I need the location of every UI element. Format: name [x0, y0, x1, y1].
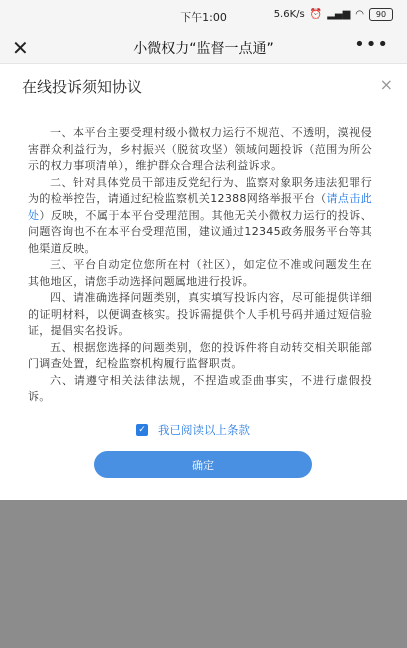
wifi-icon: ◠	[355, 9, 364, 20]
agreement-paragraph: 五、根据您选择的问题类别，您的投诉件将自动转交相关职能部门调查处置，纪检监察机构履行监督职责。	[28, 340, 372, 370]
status-icons	[274, 8, 393, 21]
agreement-paragraph: 二、针对具体党员干部违反党纪行为、监察对象职务违法犯罪行为的检举控告，请通过纪检监察机关12388网络举报平台（请点击此处）反映，不属于本平台受理范围。其他无关小微权力运行的投诉、问题咨询也不在本平台受理范围，建议通过12345政务服务平台等其他渠道反映。	[28, 175, 372, 255]
close-icon[interactable]: ✕	[12, 36, 29, 60]
agreement-paragraph: 四、请准确选择问题类别，真实填写投诉内容，尽可能提供详细的证明材料，以便调查核实。投诉需提供个人手机号码并通过短信验证，提倡实名投诉。	[28, 291, 372, 337]
page-title: 小微权力“监督一点通”	[133, 41, 274, 57]
status-bar	[0, 0, 407, 30]
agreement-content	[28, 125, 372, 406]
dialog-title: 在线投诉须知协议	[22, 78, 143, 96]
agreement-paragraph: 一、本平台主要受理村级小微权力运行不规范、不透明，漠视侵害群众利益行为，乡村振兴（脱贫攻坚）领域问题投诉（范围为所公示的权力事项清单），维护群众合理合法利益诉求。	[28, 126, 372, 172]
more-icon[interactable]: •••	[354, 34, 389, 55]
dialog-close-icon[interactable]: ×	[379, 75, 393, 94]
status-time: 下午1:00	[180, 11, 227, 24]
agreement-paragraph: 三、平台自动定位您所在村（社区），如定位不准或问题发生在其他地区，请您手动选择问题属地进行投诉。	[28, 258, 372, 288]
nav-bar	[0, 30, 407, 64]
signal-icon: ▂▄▆	[327, 9, 351, 20]
network-speed: 5.6K/s	[273, 9, 305, 20]
agree-checkbox-row[interactable]	[136, 422, 250, 438]
agreement-dialog	[0, 64, 407, 500]
agreement-paragraph: 六、请遵守相关法律法规，不捏造或歪曲事实，不进行虚假投诉。	[28, 373, 372, 403]
confirm-button[interactable]: 确定	[94, 451, 312, 478]
alarm-icon: ⏰	[309, 9, 323, 20]
agree-label: 我已阅读以上条款	[158, 423, 250, 437]
battery-icon: 90	[369, 8, 393, 21]
report-platform-link[interactable]: 请点击此处	[28, 192, 372, 222]
checkbox-checked-icon[interactable]: ✓	[136, 424, 148, 436]
